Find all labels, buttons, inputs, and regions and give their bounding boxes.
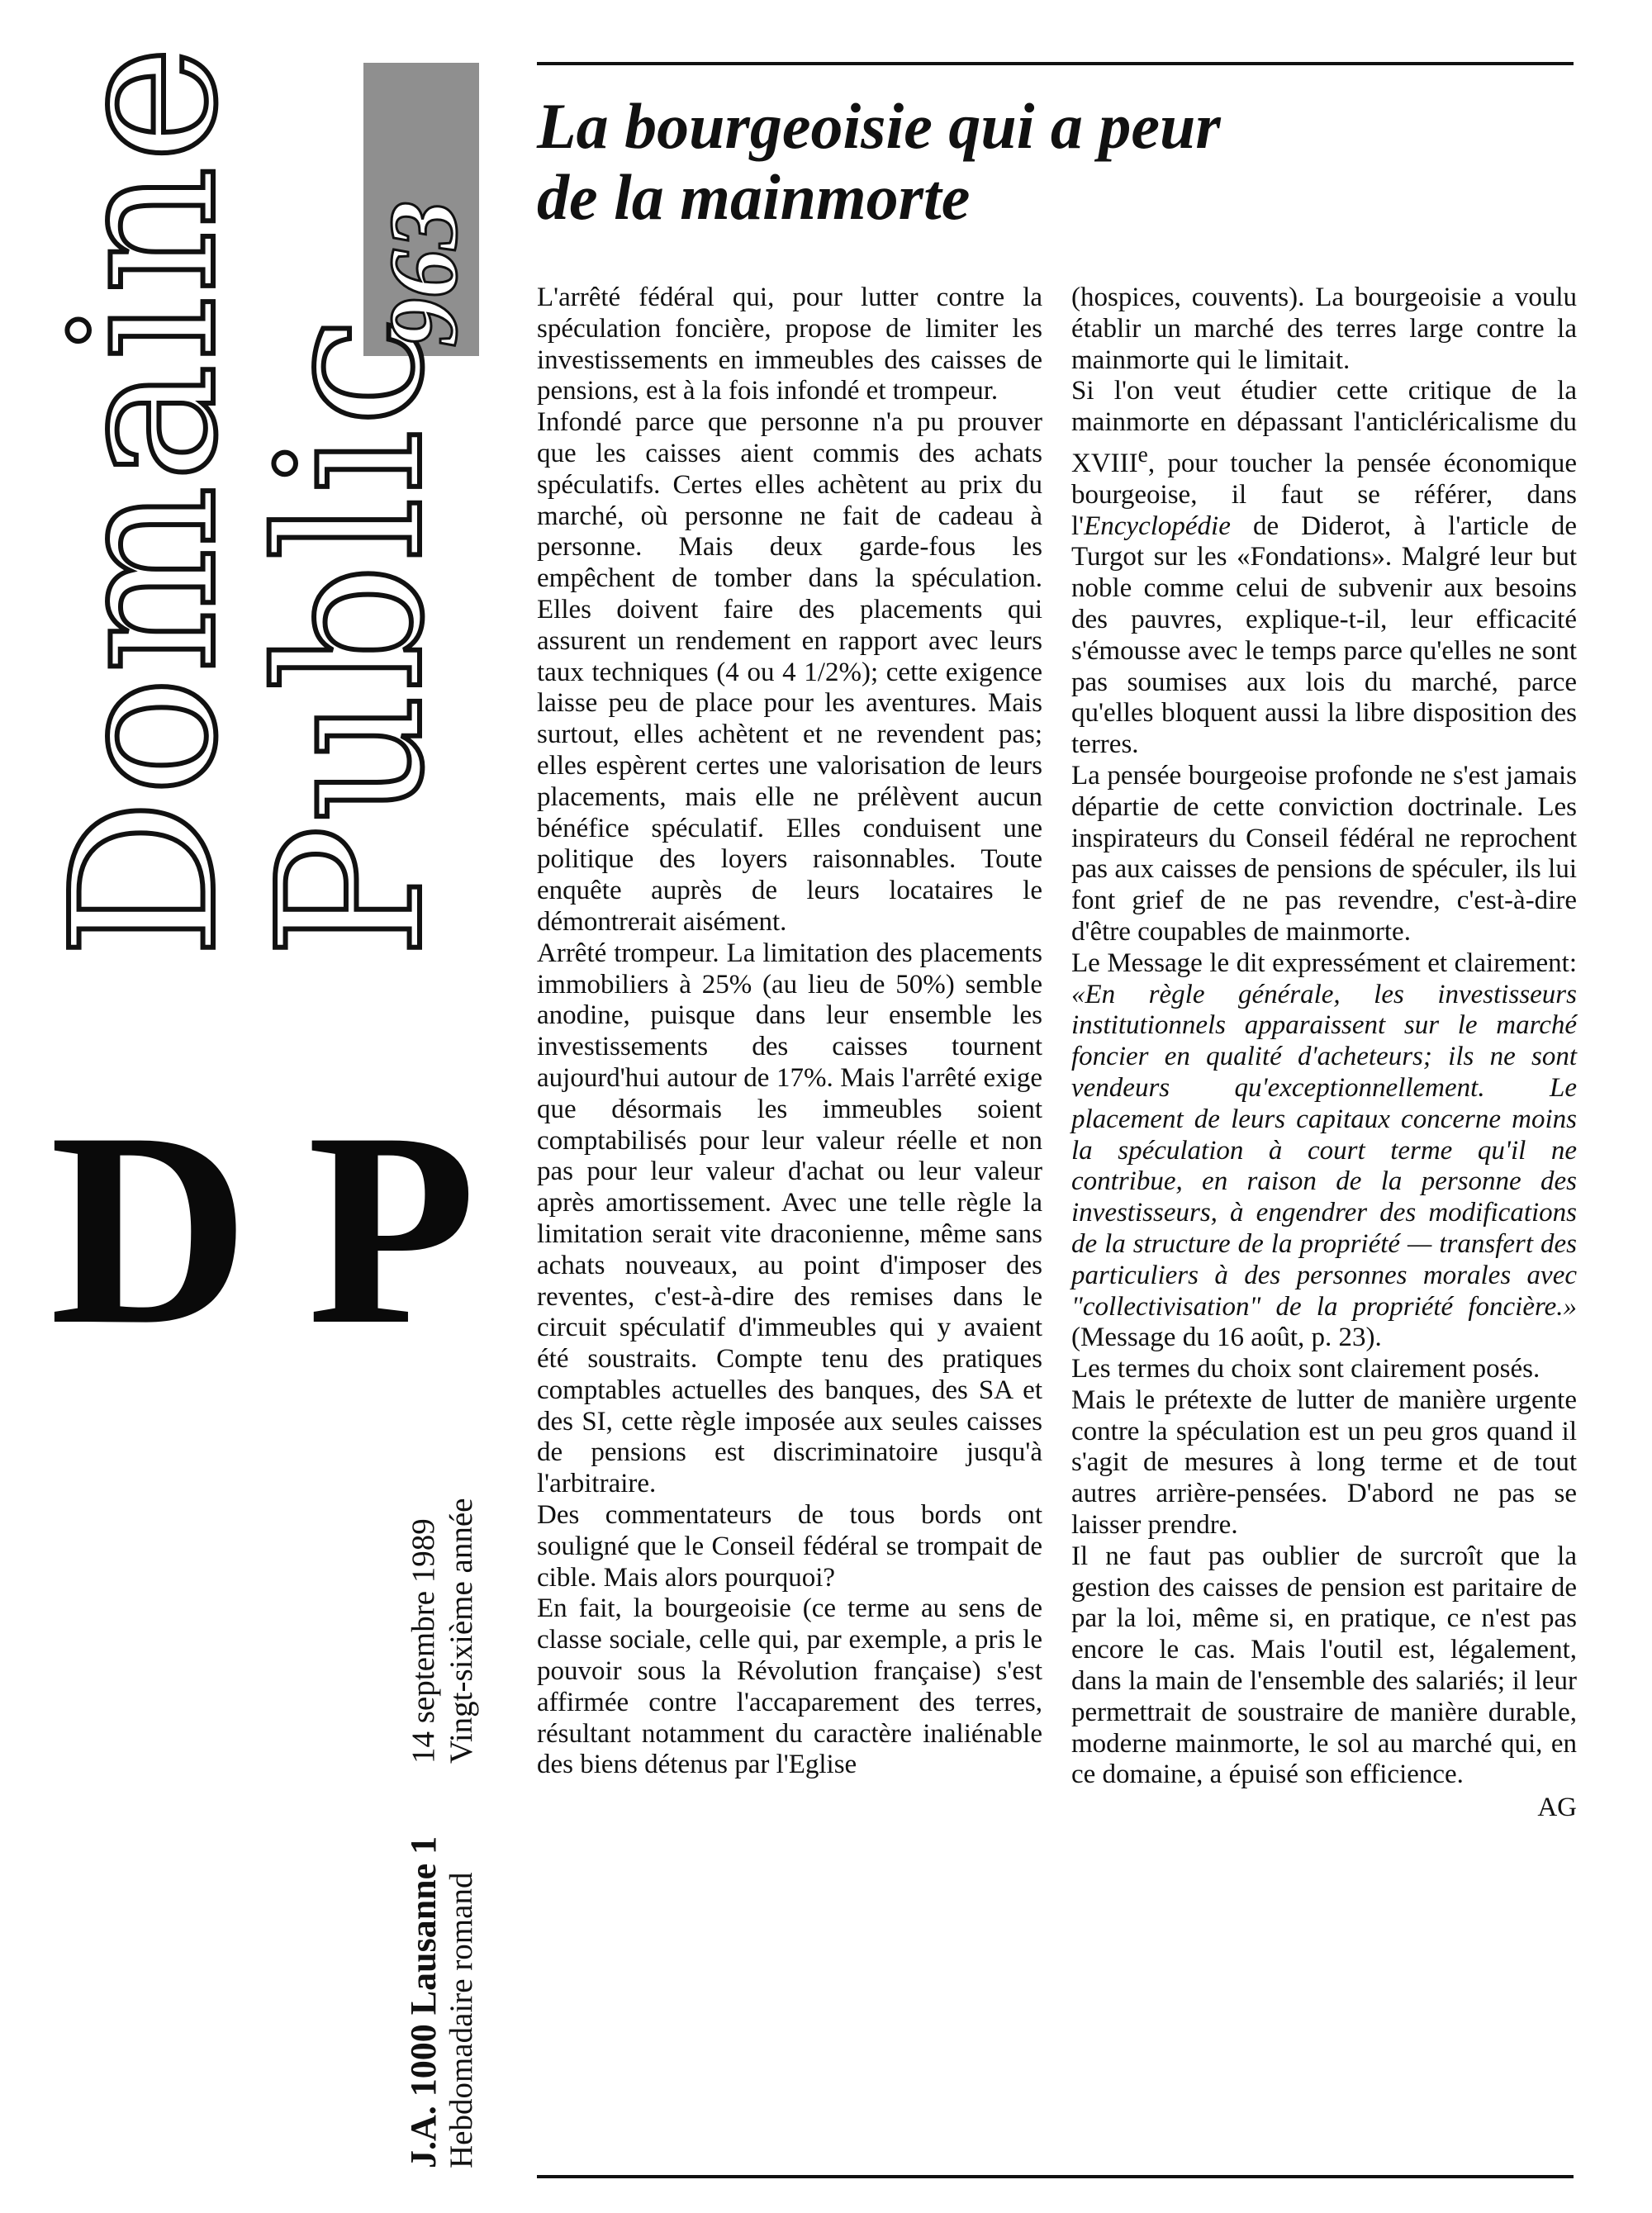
paragraph: Infondé parce que personne n'a pu prouver que les caisses aient commis des achats spéculatifs. Certes elles achètent au prix du marché, où personne ne fait de cadeau à personne. Mais deux garde-fous les empêchent de tomber dans la spéculation. Elles doivent faire des placements qui assurent un rendement en rapport avec leurs taux techniques (4 ou 4 1/2%); cette exigence laisse peu de place pour les aventures. Mais surtout, elles achètent et ne revendent pas; elles espèrent certes une valorisation de leurs placements, mais elle ne prélèvent aucun bénéfice spéculatif. Elles conduisent une politique des loyers raisonnables. Toute enquête auprès de leurs locataires le démontrerait aisément. (537, 407, 1042, 937)
paragraph: Il ne faut pas oublier de surcroît que la gestion des caisses de pension est paritaire de par la loi, même si, en pratique, ce n'est pas encore le cas. Mais l'outil est, légalement, dans la main de l'ensemble des salariés; il leur permettrait de soustraire de manière durable, moderne mainmorte, le sol au marché qui, en ce domaine, a épuisé son efficience. (1071, 1541, 1577, 1790)
paragraph: Mais le prétexte de lutter de manière urgente contre la spéculation est un peu gros quand il s'agit de mesures à long terme et de tout autres arrière-pensées. D'abord ne pas se laisser prendre. (1071, 1384, 1577, 1541)
author-signature: AG (1537, 1793, 1577, 1823)
article-headline (537, 91, 1578, 233)
text-run: (Message du 16 août, p. 23). (1071, 1323, 1382, 1353)
headline-line-1: La bourgeoisie qui a peur (537, 90, 1221, 162)
superscript: e (1137, 440, 1148, 467)
text-run: de Diderot, à l'article de Turgot sur les «Fondations». Malgré leur but noble comme celui de subvenir aux besoins des pauvres, explique-t-il, leur efficacité s'émousse avec le temps parce qu'elles ne sont pas soumises aux lois du marché, parce qu'elles bloquent aussi la libre disposition des terres. (1071, 511, 1577, 760)
publication-frequency: Hebdomadaire romand (444, 1872, 479, 2168)
paragraph: La pensée bourgeoise profonde ne s'est jamais départie de cette conviction doctrinale. Les inspirateurs du Conseil fédéral ne reprochent pas aux caisses de pensions de spéculer, ils lui font grief de ne pas revendre, c'est-à-dire d'être coupables de mainmorte. (1071, 760, 1577, 947)
paragraph (1071, 948, 1577, 1354)
publication-year: Vingt-sixième année (444, 1498, 479, 1764)
bottom-rule (537, 2175, 1574, 2178)
text-run: , pour toucher la pensée économique bourgeoise, il faut se référer, dans l' (1071, 448, 1577, 541)
masthead-public: Public (235, 312, 467, 958)
paragraph: (hospices, couvents). La bourgeoisie a voulu établir un marché des terres large contre la mainmorte qui le limitait. (1071, 283, 1577, 375)
paragraph: En fait, la bourgeoisie (ce terme au sens de classe sociale, celle qui, par exemple, a pris le pouvoir sous la Révolution française) s'est affirmée contre l'accaparement des terres, résultant notamment du caractère inaliénable des biens détenus par l'Eglise (537, 1593, 1042, 1780)
paragraph (1071, 376, 1577, 761)
encyclopedie-title: Encyclopédie (1084, 511, 1231, 541)
masthead-domaine: Domaine (29, 42, 260, 958)
headline-line-2: de la mainmorte (537, 161, 971, 233)
dp-logo: DP (50, 1076, 534, 1382)
paragraph: Les termes du choix sont clairement posés. (1071, 1354, 1540, 1384)
text-run: Le Message le dit expressément et clairement: (1071, 947, 1577, 978)
top-rule (537, 62, 1574, 65)
paragraph: L'arrêté fédéral qui, pour lutter contre la spéculation foncière, propose de limiter les investissements en immeubles des caisses de pensions, est à la fois infondé et trompeur. (537, 283, 1042, 406)
paragraph: Arrêté trompeur. La limitation des placements immobiliers à 25% (au lieu de 50%) semble anodine, puisque dans leur ensemble les investissements des caisses tournent aujourd'hui autour de 17%. Mais l'arrêté exige que désormais les immeubles soient comptabilisés pour leur valeur réelle et non pas pour leur valeur d'achat ou leur valeur après amortissement. Avec une telle règle la limitation serait vite draconienne, même sans achats nouveaux, au point d'imposer des reventes, c'est-à-dire des remises dans le circuit spéculatif d'immeubles qui y avaient été soustraits. Compte tenu des pratiques comptables actuelles des banques, des SA et des SI, cette règle imposée aux seules caisses de pensions est discriminatoire jusqu'à l'arbitraire. (537, 938, 1042, 1499)
issue-date: 14 septembre 1989 (406, 1518, 441, 1764)
paragraph: Des commentateurs de tous bords ont souligné que le Conseil fédéral se trompait de cible. Mais alors pourquoi? (537, 1500, 1042, 1593)
issue-number: 963 (369, 201, 477, 347)
article-column-left (537, 283, 1042, 1781)
article-column-right (1071, 283, 1577, 1824)
message-quote: «En règle générale, les investisseurs institutionnels apparaissent sur le marché foncier en qualité d'acheteurs; ils ne sont vendeurs qu'exceptionnellement. Le placement de leurs capitaux concerne moins la spéculation à court terme qu'il ne contribue, en raison de la personne des investisseurs, à engendrer des modifications de la structure de la propriété — transfert des particuliers à des personnes morales avec "collectivisation" de la propriété foncière.» (1071, 979, 1577, 1322)
postal-address: J.A. 1000 Lausanne 1 (403, 1835, 444, 2168)
publication-info (405, 1342, 481, 2168)
text-run: Si l'on veut étudier cette critique de la mainmorte en dépassant l'anticléricalisme du XVIII (1071, 376, 1577, 478)
